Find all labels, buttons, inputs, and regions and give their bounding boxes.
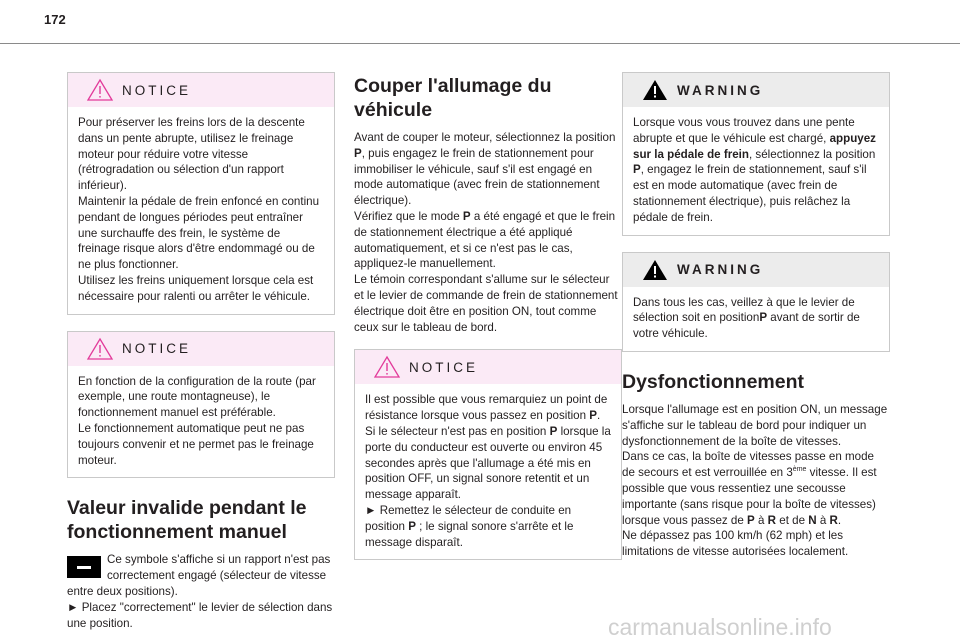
notice-body bbox=[68, 107, 334, 314]
warning-body bbox=[623, 107, 889, 235]
superscript: ème bbox=[792, 466, 807, 474]
notice-text bbox=[365, 503, 611, 550]
gear-invalid-symbol-icon bbox=[67, 556, 101, 578]
text-run: , puis engagez le frein de stationnement pour immobiliser le véhicule, sauf s'il est engagé en mode automatique (avec frein de stationnement électrique). bbox=[354, 146, 600, 208]
notice-body bbox=[68, 366, 334, 478]
header-rule bbox=[0, 43, 960, 44]
text-run: et de bbox=[776, 513, 809, 527]
gear-p-label: P bbox=[747, 513, 755, 527]
warning-text bbox=[633, 115, 879, 226]
text-run-bold: appuyez sur la pédale de frein bbox=[633, 131, 876, 161]
warning-label: WARNING bbox=[677, 82, 764, 98]
ignition-off-paragraph bbox=[354, 209, 622, 272]
malfunction-paragraph: Lorsque l'allumage est en position ON, un message s'affiche sur le tableau de bord pour indiquer un dysfonctionnement de la boîte de vitesses. bbox=[622, 402, 888, 448]
malfunction-paragraph: Ne dépassez pas 100 km/h (62 mph) et les limitations de vitesse autorisées localement. bbox=[622, 529, 849, 559]
column-middle bbox=[354, 72, 622, 574]
text-run: lorsque la porte du conducteur est ouverte ou environ 45 secondes après que l'allumage a été mis en position OFF, un signal sonore retentit et un message apparaît. bbox=[365, 424, 611, 502]
section-title-ignition-off: Couper l'allumage du véhicule bbox=[354, 75, 552, 121]
watermark: carmanualsonline.info bbox=[608, 614, 832, 640]
column-right bbox=[622, 72, 890, 560]
text-run: . bbox=[597, 409, 601, 423]
invalid-value-text: Ce symbole s'affiche si un rapport n'est pas correctement engagé (sélecteur de vitesse entre deux positions). bbox=[67, 553, 331, 598]
warning-text bbox=[633, 295, 879, 342]
gear-p-label: P bbox=[462, 209, 471, 223]
warning-box-slope bbox=[622, 72, 890, 236]
warning-body bbox=[623, 287, 889, 351]
warning-triangle-icon bbox=[86, 337, 114, 361]
text-run: vitesse. Il est possible que vous ressentiez une secousse importante (sans risque pour la boîte de vitesses) lorsque vous passez de bbox=[622, 466, 877, 527]
section-title-malfunction: Dysfonctionnement bbox=[622, 370, 805, 393]
text-run: Lorsque vous vous trouvez dans une pente abrupte et que le véhicule est chargé, bbox=[633, 116, 855, 145]
text-run: Dans ce cas, la boîte de vitesses passe en mode de secours et est verrouillée en 3 bbox=[622, 450, 874, 480]
invalid-value-section bbox=[67, 552, 335, 631]
warning-triangle-icon bbox=[641, 78, 669, 102]
gear-r-label: R bbox=[767, 513, 777, 527]
warning-triangle-icon bbox=[373, 355, 401, 379]
gear-p-label: P bbox=[354, 146, 362, 160]
malfunction-section bbox=[622, 402, 890, 560]
gear-p-label: P bbox=[408, 519, 416, 533]
text-run: Avant de couper le moteur, sélectionnez la position bbox=[354, 131, 616, 144]
text-run: à bbox=[816, 513, 830, 527]
notice-text: Pour préserver les freins lors de la descente dans un pente abrupte, utilisez le freinage moteur pour réduire votre vitesse (rétrogradation ou sélection d'un rapport inférieur). bbox=[78, 116, 305, 193]
text-run: ; le signal sonore s'arrête et le message disparaît. bbox=[365, 519, 574, 549]
warning-triangle-icon bbox=[86, 78, 114, 102]
text-run: Vérifiez que le mode bbox=[354, 209, 463, 223]
notice-box-manual-mode bbox=[67, 331, 335, 479]
notice-label: NOTICE bbox=[122, 341, 192, 357]
notice-body bbox=[355, 384, 621, 559]
notice-header bbox=[355, 350, 621, 384]
invalid-value-instruction: ► Placez "correctement" le levier de sélection dans une position. bbox=[67, 600, 333, 630]
text-run: avant de sortir de votre véhicule. bbox=[633, 311, 860, 341]
warning-box-exit-vehicle bbox=[622, 252, 890, 352]
text-run: ► Remettez le sélecteur de conduite en position bbox=[365, 503, 572, 533]
malfunction-paragraph bbox=[622, 449, 890, 528]
column-left bbox=[67, 72, 335, 631]
notice-text: En fonction de la configuration de la route (par exemple, une route montagneuse), le fonctionnement manuel est préférable. bbox=[78, 374, 316, 420]
notice-label: NOTICE bbox=[122, 82, 192, 98]
notice-header bbox=[68, 332, 334, 366]
gear-p-label: P bbox=[633, 163, 641, 177]
ignition-off-paragraph: Le témoin correspondant s'allume sur le sélecteur et le levier de commande de frein de stationnement électrique doit être en position ON, tout comme ceux sur le tableau de bord. bbox=[354, 273, 618, 334]
text-run: Si le sélecteur n'est pas en position bbox=[365, 424, 550, 438]
notice-label: NOTICE bbox=[409, 359, 479, 375]
notice-box-brakes bbox=[67, 72, 335, 315]
ignition-off-section bbox=[354, 130, 622, 335]
warning-triangle-icon bbox=[641, 258, 669, 282]
notice-text: Maintenir la pédale de frein enfoncé en continu pendant de longues périodes peut entraîner une surchauffe des frein, le système de freinage risque alors d'être endommagé ou de ne plus fonctionner. bbox=[78, 194, 320, 272]
text-run: . bbox=[837, 513, 842, 527]
text-run: Dans tous les cas, veillez à que le levier de sélection soit en position bbox=[633, 295, 855, 325]
notice-box-park-position bbox=[354, 349, 622, 560]
text-run: a été engagé et que le frein de stationnement électrique a été appliqué automatiquement, et si ce n'est pas le cas, appliquez-le manuellement. bbox=[354, 209, 616, 271]
warning-header bbox=[623, 253, 889, 287]
gear-p-label: P bbox=[549, 424, 558, 438]
ignition-off-paragraph bbox=[354, 130, 622, 209]
page-number: 172 bbox=[44, 12, 66, 27]
notice-text bbox=[365, 424, 611, 503]
notice-text: Utilisez les freins uniquement lorsque cela est nécessaire pour ralenti ou arrêter le véhicule. bbox=[78, 273, 314, 303]
text-run: à bbox=[754, 513, 768, 527]
warning-label: WARNING bbox=[677, 262, 764, 278]
gear-p-label: P bbox=[589, 409, 598, 423]
notice-text bbox=[365, 392, 611, 424]
text-run: Il est possible que vous remarquiez un point de résistance lorsque vous passez en position bbox=[365, 393, 608, 423]
text-run: , engagez le frein de stationnement, sauf s'il est en mode automatique (avec frein de stationnement électrique), puis relâchez la pédale de frein. bbox=[633, 163, 867, 224]
section-title-invalid-value: Valeur invalide pendant le fonctionnement manuel bbox=[67, 497, 307, 544]
gear-r-label: R bbox=[829, 513, 838, 527]
warning-header bbox=[623, 73, 889, 107]
notice-header bbox=[68, 73, 334, 107]
notice-text: Le fonctionnement automatique peut ne pas toujours convenir et ne permet pas le freinage moteur. bbox=[78, 421, 314, 467]
gear-p-label: P bbox=[759, 311, 768, 325]
text-run: , sélectionnez la position bbox=[748, 147, 876, 161]
gear-n-label: N bbox=[808, 513, 817, 527]
